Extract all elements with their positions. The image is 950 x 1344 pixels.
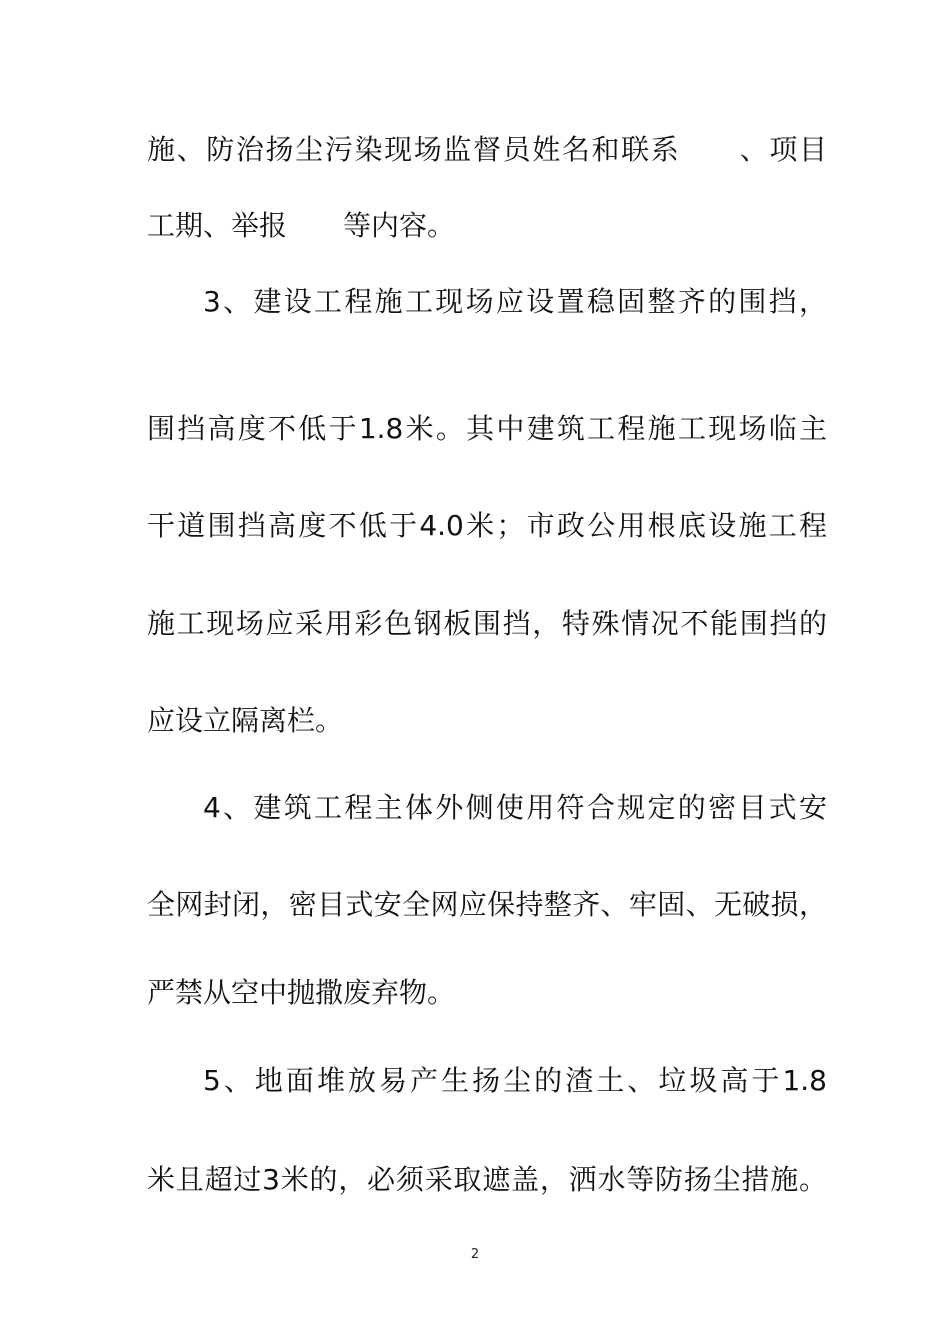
text-line: 严禁从空中抛撒废弃物。	[147, 976, 456, 1009]
text-line: 工期、举报 等内容。	[147, 209, 456, 242]
page-number: 2	[470, 1247, 480, 1262]
text-line: 施、防治扬尘污染现场监督员姓名和联系 、项目	[147, 133, 827, 166]
paragraph-heading-3: 3、建设工程施工现场应设置稳固整齐的围挡，	[203, 285, 827, 318]
text-line: 米且超过3米的，必须采取遮盖，洒水等防扬尘措施。	[147, 1163, 827, 1196]
text-line: 围挡高度不低于1.8米。其中建筑工程施工现场临主	[147, 412, 827, 445]
text-line: 全网封闭，密目式安全网应保持整齐、牢固、无破损，	[147, 888, 827, 921]
text-line: 应设立隔离栏。	[147, 704, 344, 737]
paragraph-heading-5: 5、地面堆放易产生扬尘的渣土、垃圾高于1.8	[203, 1064, 827, 1097]
paragraph-heading-4: 4、建筑工程主体外侧使用符合规定的密目式安	[203, 791, 827, 824]
text-line: 施工现场应采用彩色钢板围挡，特殊情况不能围挡的	[147, 607, 827, 640]
text-line: 干道围挡高度不低于4.0米；市政公用根底设施工程	[147, 509, 827, 542]
